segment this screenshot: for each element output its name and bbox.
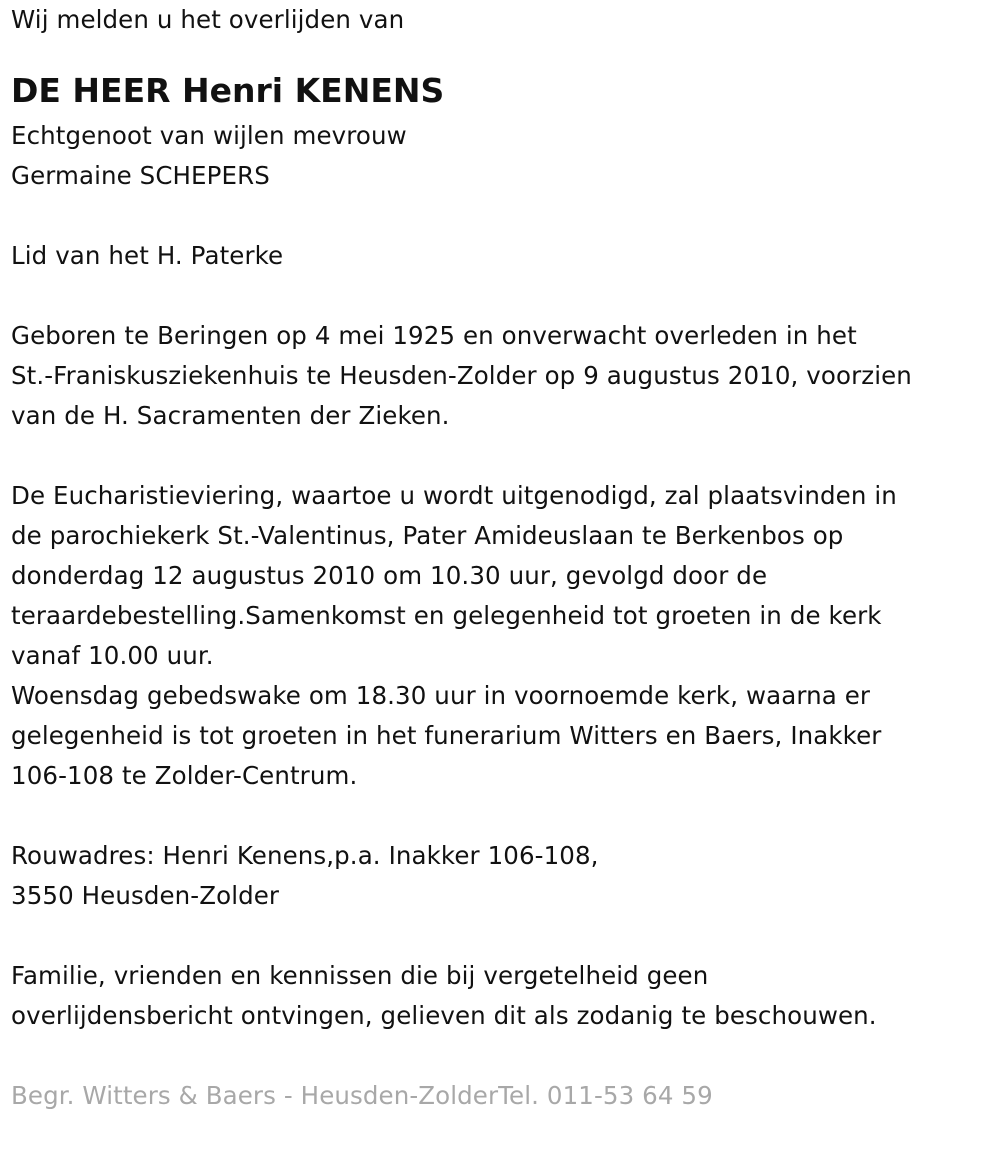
birth-death-paragraph <box>11 316 991 436</box>
paragraph-line: donderdag 12 augustus 2010 om 10.30 uur, gevolgd door de <box>11 561 768 590</box>
paragraph-line: Geboren te Beringen op 4 mei 1925 en onverwacht overleden in het <box>11 321 857 350</box>
spacer <box>11 436 991 476</box>
spacer <box>11 916 991 956</box>
paragraph-line: Familie, vrienden en kennissen die bij vergetelheid geen <box>11 961 709 990</box>
spacer <box>11 196 991 236</box>
spacer <box>11 1036 991 1076</box>
obituary-notice <box>11 0 991 1116</box>
intro-text: Wij melden u het overlijden van <box>11 5 405 34</box>
paragraph-line: teraardebestelling.Samenkomst en gelegenheid tot groeten in de kerk <box>11 601 882 630</box>
ceremony-paragraph <box>11 476 991 676</box>
spacer <box>11 276 991 316</box>
funeral-home-footer: Begr. Witters & Baers - Heusden-ZolderTel. 011-53 64 59 <box>11 1081 713 1110</box>
paragraph-line: van de H. Sacramenten der Zieken. <box>11 401 450 430</box>
spouse-line-2: Germaine SCHEPERS <box>11 161 270 190</box>
paragraph-line: vanaf 10.00 uur. <box>11 641 214 670</box>
address-line: Rouwadres: Henri Kenens,p.a. Inakker 106-108, <box>11 841 599 870</box>
membership-text: Lid van het H. Paterke <box>11 241 284 270</box>
paragraph-line: gelegenheid is tot groeten in het funerarium Witters en Baers, Inakker <box>11 721 882 750</box>
paragraph-line: 106-108 te Zolder-Centrum. <box>11 761 358 790</box>
paragraph-line: De Eucharistieviering, waartoe u wordt uitgenodigd, zal plaatsvinden in <box>11 481 897 510</box>
deceased-name: DE HEER Henri KENENS <box>11 71 445 110</box>
address-line: 3550 Heusden-Zolder <box>11 881 280 910</box>
paragraph-line: St.-Franiskusziekenhuis te Heusden-Zolder op 9 augustus 2010, voorzien <box>11 361 912 390</box>
mourning-address <box>11 836 991 916</box>
spacer <box>11 796 991 836</box>
paragraph-line: overlijdensbericht ontvingen, gelieven dit als zodanig te beschouwen. <box>11 1001 877 1030</box>
wake-paragraph <box>11 676 991 796</box>
family-notice <box>11 956 991 1036</box>
spouse-line-1: Echtgenoot van wijlen mevrouw <box>11 121 407 150</box>
paragraph-line: de parochiekerk St.-Valentinus, Pater Amideuslaan te Berkenbos op <box>11 521 844 550</box>
paragraph-line: Woensdag gebedswake om 18.30 uur in voornoemde kerk, waarna er <box>11 681 871 710</box>
